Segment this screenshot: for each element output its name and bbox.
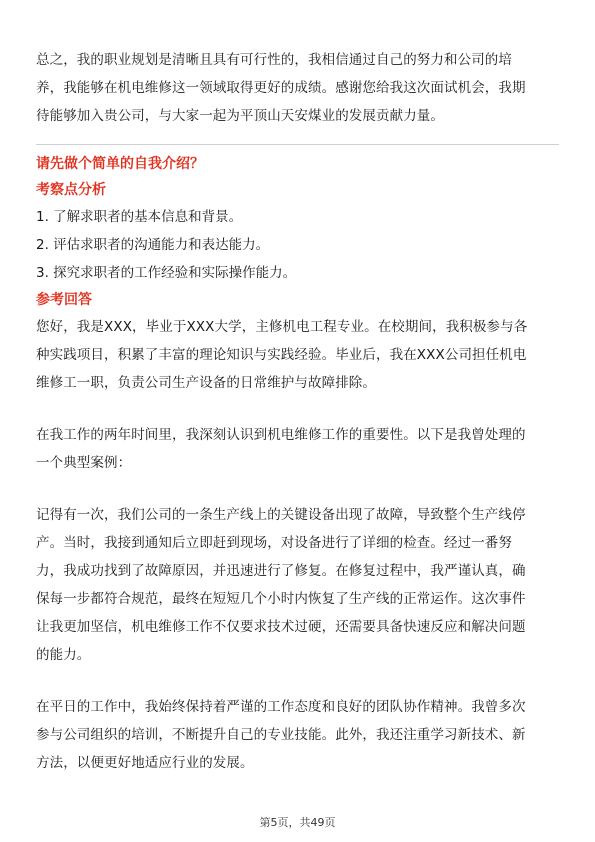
text-line: 待能够加入贵公司，与大家一起为平顶山天安煤业的发展贡献力量。 [36,108,444,124]
text-line: 方法，以便更好地适应行业的发展。 [36,755,254,771]
text-line: 的能力。 [36,647,91,663]
text-line: 总之，我的职业规划是清晰且具有可行性的，我相信通过自己的努力和公司的培 [36,52,512,68]
page-content [36,46,559,777]
text-line: 记得有一次，我们公司的一条生产线上的关键设备出现了故障，导致整个生产线停 [36,507,526,523]
text-line: 养，我能够在机电维修这一领域取得更好的成绩。感谢您给我这次面试机会，我期 [36,80,526,96]
text-line: 维修工一职，负责公司生产设备的日常维护与故障排除。 [36,375,376,391]
text-line: 在我工作的两年时间里，我深刻认识到机电维修工作的重要性。以下是我曾处理的 [36,427,526,443]
text-line: 一个典型案例： [36,455,132,471]
list-item: 3. 探究求职者的工作经验和实际操作能力。 [36,265,297,281]
list-item: 1. 了解求职者的基本信息和背景。 [36,209,243,225]
text-line: 在平日的工作中，我始终保持着严谨的工作态度和良好的团队协作精神。我曾多次 [36,699,526,715]
intro-paragraph [36,46,559,130]
analysis-heading: 考察点分析 [36,182,106,198]
section-divider [36,144,559,145]
analysis-list [36,203,559,287]
list-item: 2. 评估求职者的沟通能力和表达能力。 [36,237,270,253]
question-heading: 请先做个简单的自我介绍？ [36,156,204,172]
text-line: 参与公司组织的培训，不断提升自己的专业技能。此外，我还注重学习新技术、新 [36,727,526,743]
answer-heading: 参考回答 [36,292,92,308]
text-line: 让我更加坚信，机电维修工作不仅要求技术过硬，还需要具备快速反应和解决问题 [36,619,526,635]
answer-paragraph-4 [36,693,559,777]
text-line: 保每一步都符合规范，最终在短短几个小时内恢复了生产线的正常运作。这次事件 [36,591,526,607]
answer-paragraph-3 [36,501,559,669]
answer-paragraph-1 [36,313,559,397]
text-line: 您好，我是XXX，毕业于XXX大学，主修机电工程专业。在校期间，我积极参与各 [36,319,528,335]
text-line: 力，我成功找到了故障原因，并迅速进行了修复。在修复过程中，我严谨认真，确 [36,563,526,579]
answer-paragraph-2 [36,421,559,477]
text-line: 种实践项目，积累了丰富的理论知识与实践经验。毕业后，我在XXX公司担任机电 [36,347,527,363]
page-number: 第5页，共49页 [259,816,336,829]
text-line: 产。当时，我接到通知后立即赶到现场，对设备进行了详细的检查。经过一番努 [36,535,512,551]
